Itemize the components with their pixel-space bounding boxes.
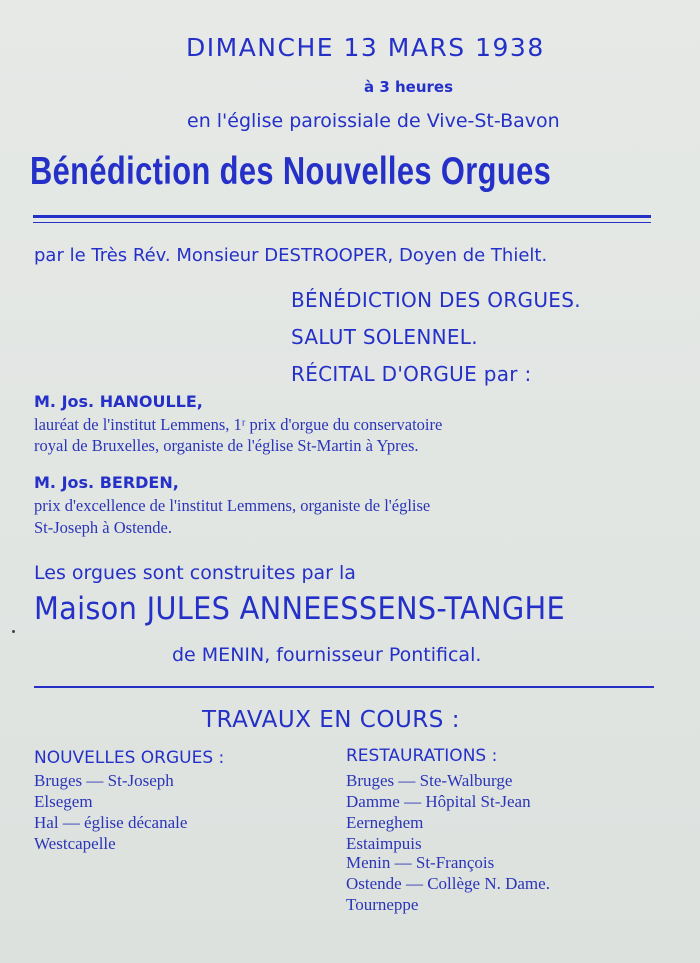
list-item: Tourneppe <box>346 895 419 914</box>
event-venue: en l'église paroissiale de Vive-St-Bavon <box>187 110 560 132</box>
organist-description: lauréat de l'institut Lemmens, 1ʳ prix d'orgue du conservatoire <box>34 415 443 434</box>
title-rule <box>33 215 651 218</box>
list-item: Estaimpuis <box>346 834 422 853</box>
list-item: Menin — St-François <box>346 853 495 872</box>
list-item: Ostende — Collège N. Dame. <box>346 874 550 893</box>
builder-location: de MENIN, fournisseur Pontifical. <box>172 644 482 666</box>
section-rule <box>34 686 654 688</box>
organist-name: M. Jos. BERDEN, <box>34 473 179 492</box>
list-item: Bruges — Ste-Walburge <box>346 771 513 790</box>
program-item: BÉNÉDICTION DES ORGUES. <box>291 288 581 312</box>
officiant-line: par le Très Rév. Monsieur DESTROOPER, Doyen de Thielt. <box>34 245 548 266</box>
event-time: à 3 heures <box>364 78 454 96</box>
list-item: Elsegem <box>34 792 93 811</box>
new-organs-heading: NOUVELLES ORGUES : <box>34 748 225 768</box>
main-title: Bénédiction des Nouvelles Orgues <box>30 150 552 193</box>
list-item: Hal — église décanale <box>34 813 188 832</box>
list-item: Bruges — St-Joseph <box>34 771 174 790</box>
organist-name: M. Jos. HANOULLE, <box>34 392 203 411</box>
organist-description: royal de Bruxelles, organiste de l'église St-Martin à Ypres. <box>34 436 419 455</box>
title-rule-thin <box>33 222 651 223</box>
list-item: Westcapelle <box>34 834 116 853</box>
organist-description: St-Joseph à Ostende. <box>34 518 172 537</box>
paper-speck <box>12 630 15 633</box>
program-item: SALUT SOLENNEL. <box>291 325 478 349</box>
builder-name: Maison JULES ANNEESSENS-TANGHE <box>34 591 565 627</box>
list-item: Damme — Hôpital St-Jean <box>346 792 531 811</box>
organist-description: prix d'excellence de l'institut Lemmens, organiste de l'église <box>34 496 431 515</box>
works-heading: TRAVAUX EN COURS : <box>202 707 460 733</box>
event-date: DIMANCHE 13 MARS 1938 <box>186 33 545 62</box>
program-item: RÉCITAL D'ORGUE par : <box>291 362 532 386</box>
restorations-heading: RESTAURATIONS : <box>346 746 498 766</box>
builder-intro: Les orgues sont construites par la <box>34 562 356 584</box>
list-item: Eerneghem <box>346 813 424 832</box>
